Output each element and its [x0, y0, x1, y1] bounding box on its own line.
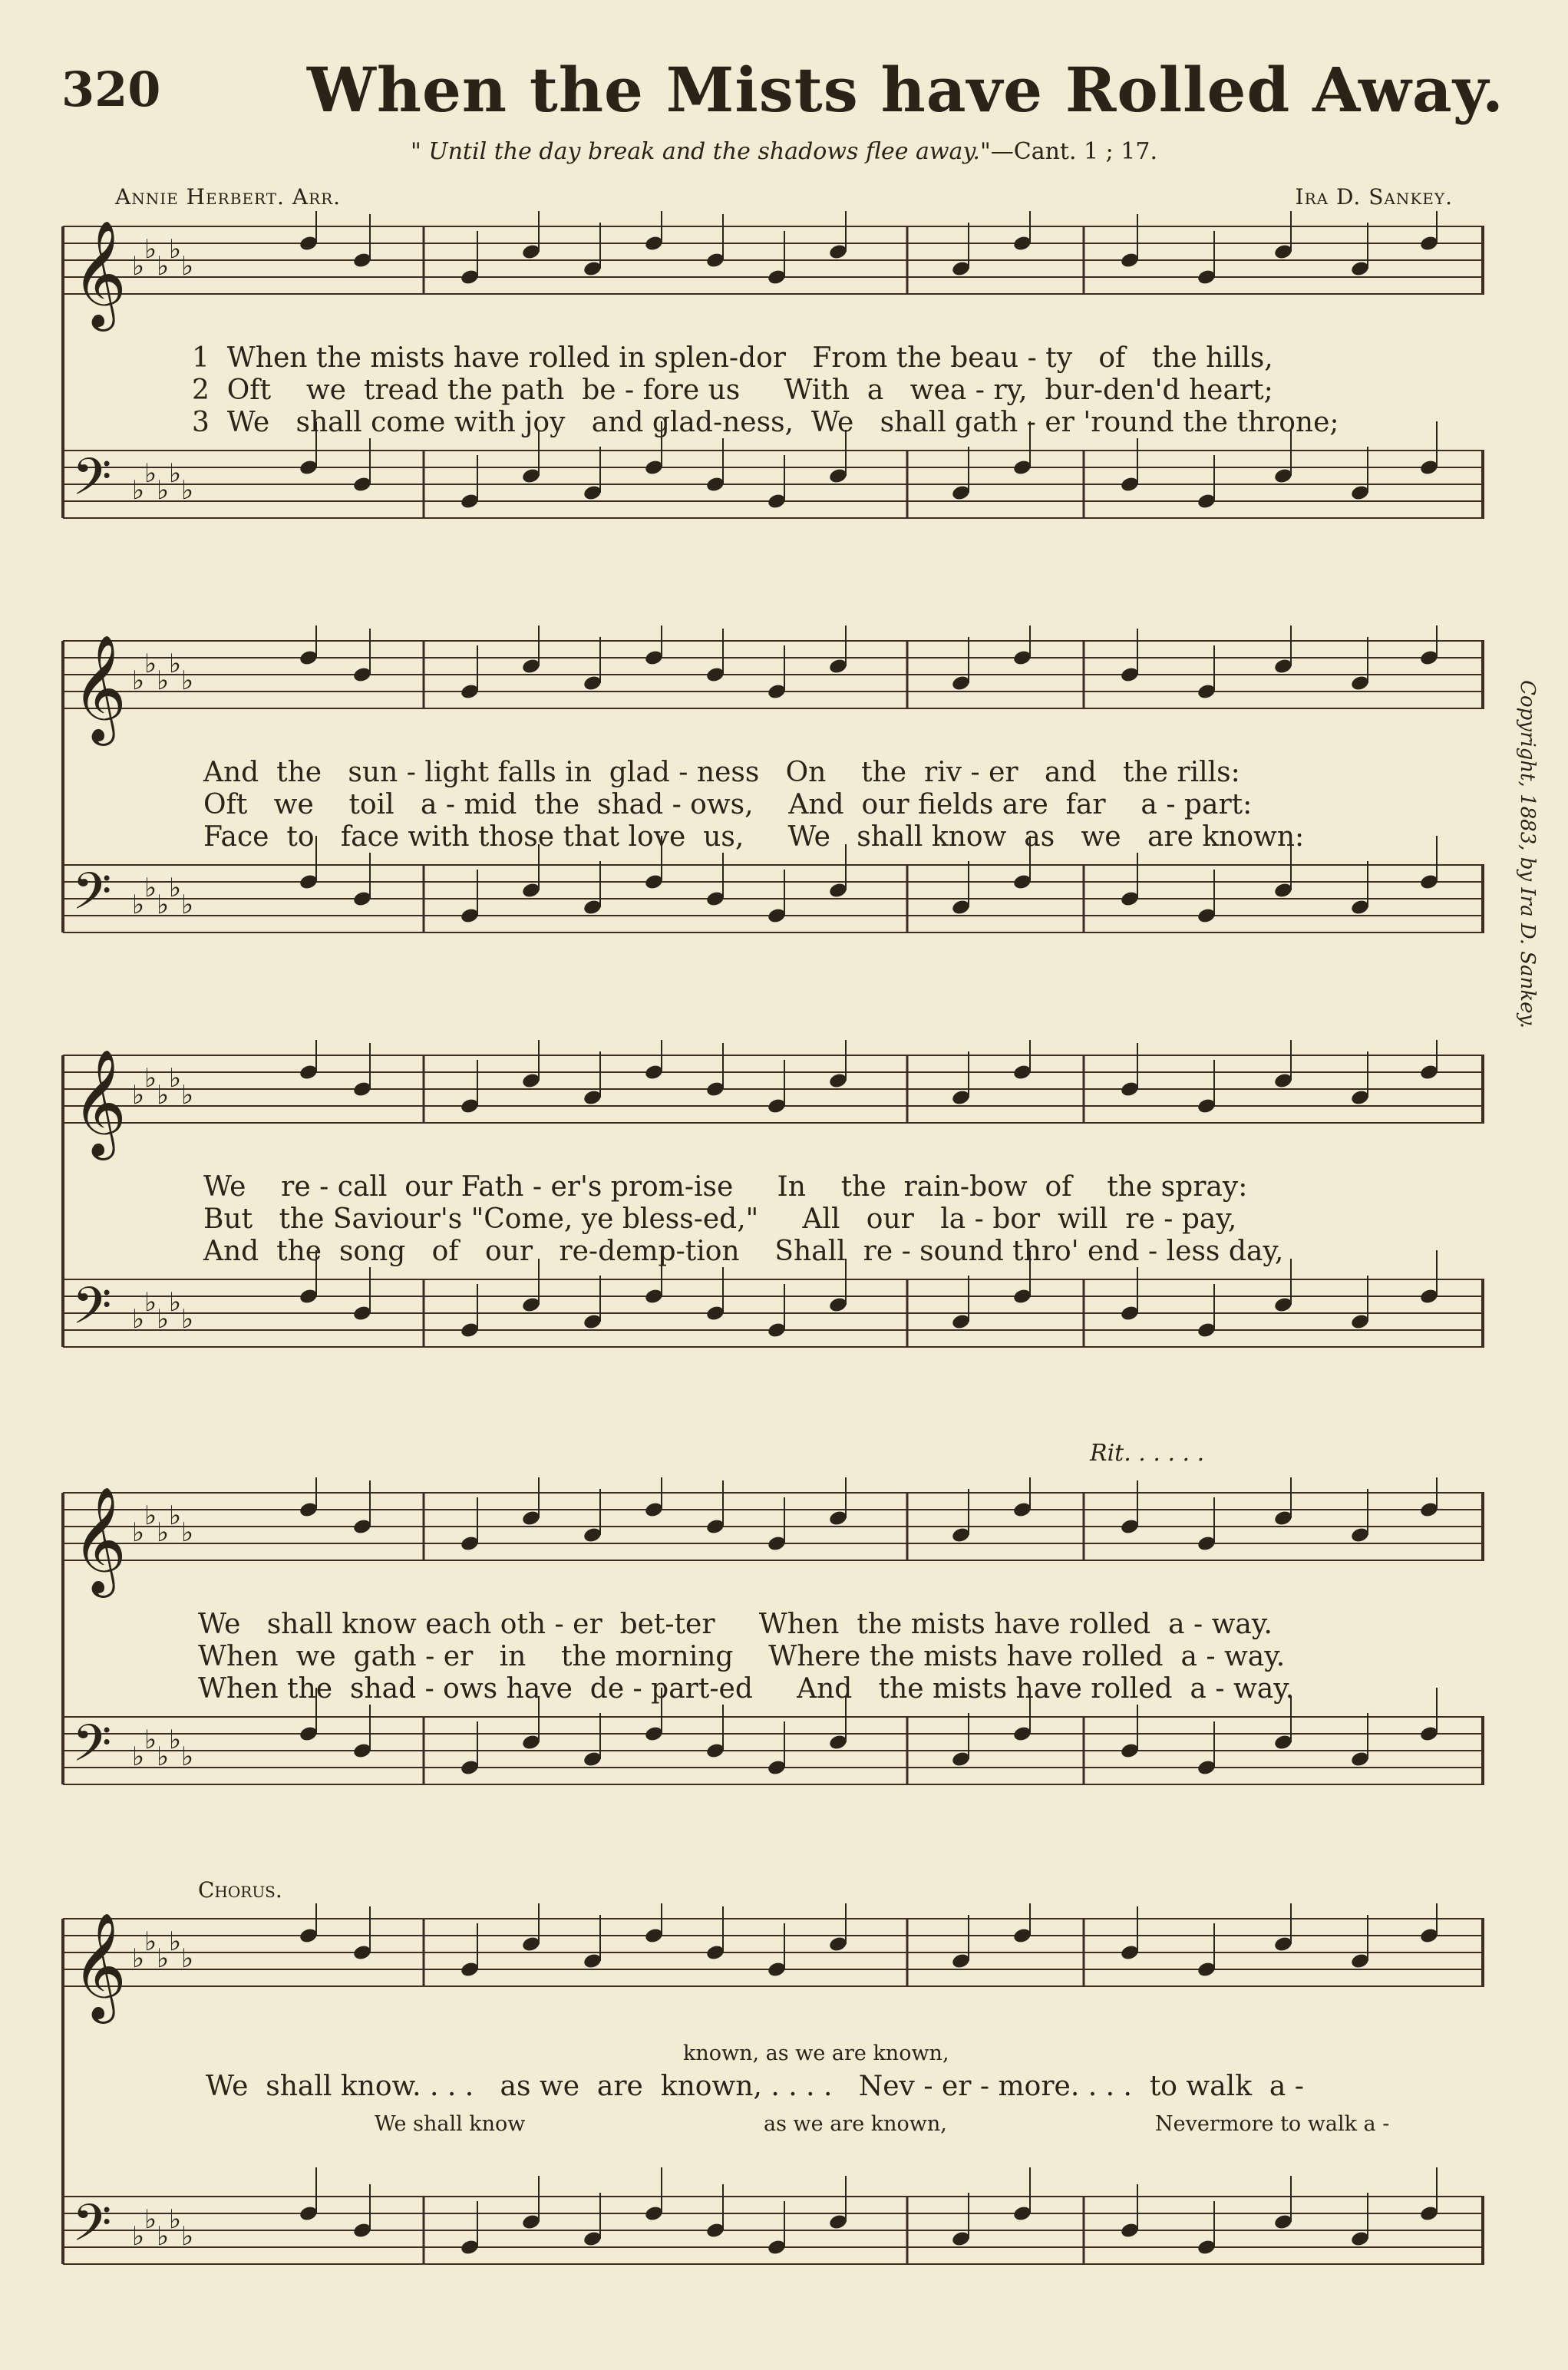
flat-sign-icon: ♭	[181, 1517, 194, 1548]
flat-sign-icon: ♭	[144, 1063, 157, 1094]
bass-clef-icon: 𝄢	[72, 1714, 112, 1785]
system-4-verse-1: We shall know each oth - er bet-ter When the mists have rolled a - way.	[198, 1609, 1273, 1640]
flat-sign-icon: ♭	[157, 1304, 170, 1335]
flat-sign-icon: ♭	[169, 1063, 182, 1094]
chorus-upper-cue: known, as we are known,	[683, 2042, 949, 2065]
flat-sign-icon: ♭	[181, 2221, 194, 2252]
flat-sign-icon: ♭	[157, 1943, 170, 1974]
system-2-verse-1: And the sun - light falls in glad - ness On the riv - er and the rills:	[203, 757, 1240, 788]
flat-sign-icon: ♭	[169, 1926, 182, 1957]
flat-sign-icon: ♭	[181, 1943, 194, 1974]
bass-clef-icon: 𝄢	[72, 447, 112, 519]
flat-sign-icon: ♭	[132, 1080, 145, 1111]
chorus-label: Chorus.	[198, 1877, 282, 1903]
flat-sign-icon: ♭	[181, 890, 194, 920]
system-2-verse-3: Face to face with those that love us, We shall know as we are known:	[203, 821, 1305, 853]
flat-sign-icon: ♭	[157, 1741, 170, 1772]
flat-sign-icon: ♭	[144, 873, 157, 903]
flat-sign-icon: ♭	[169, 234, 182, 265]
flat-sign-icon: ♭	[181, 251, 194, 282]
treble-clef-icon: 𝄞	[72, 1913, 127, 2019]
treble-clef-icon: 𝄞	[72, 1487, 127, 1593]
chorus-lower-cue-1: We shall know	[375, 2112, 526, 2136]
treble-clef-icon: 𝄞	[72, 220, 127, 327]
flat-sign-icon: ♭	[169, 1287, 182, 1318]
flat-sign-icon: ♭	[169, 1725, 182, 1755]
system-1-verse-1: 1 When the mists have rolled in splen-dor From the beau - ty of the hills,	[192, 342, 1273, 374]
bass-clef-icon: 𝄢	[72, 862, 112, 933]
chorus-main-lyric: We shall know. . . . as we are known, . . . . Nev - er - more. . . . to walk a -	[206, 2071, 1304, 2102]
epigraph	[0, 138, 1568, 165]
flat-sign-icon: ♭	[169, 873, 182, 903]
flat-sign-icon: ♭	[181, 1304, 194, 1335]
flat-sign-icon: ♭	[132, 1304, 145, 1335]
flat-sign-icon: ♭	[144, 649, 157, 679]
hymn-title: When the Mists have Rolled Away.	[307, 54, 1504, 126]
flat-sign-icon: ♭	[144, 1926, 157, 1957]
treble-clef-icon: 𝄞	[72, 635, 127, 741]
system-3-verse-3: And the song of our re-demp-tion Shall re - sound thro' end - less day,	[203, 1236, 1284, 1267]
flat-sign-icon: ♭	[157, 665, 170, 696]
composer-credit: Ira D. Sankey.	[1295, 184, 1453, 210]
treble-clef-icon: 𝄞	[72, 1049, 127, 1156]
flat-sign-icon: ♭	[144, 1287, 157, 1318]
flat-sign-icon: ♭	[144, 1500, 157, 1531]
system-3-verse-2: But the Saviour's "Come, ye bless-ed," All our la - bor will re - pay,	[203, 1203, 1237, 1235]
system-4-verse-3: When the shad - ows have de - part-ed And the mists have rolled a - way.	[198, 1673, 1295, 1705]
flat-sign-icon: ♭	[157, 2221, 170, 2252]
flat-sign-icon: ♭	[169, 1500, 182, 1531]
flat-sign-icon: ♭	[157, 1517, 170, 1548]
flat-sign-icon: ♭	[157, 890, 170, 920]
flat-sign-icon: ♭	[157, 1080, 170, 1111]
bass-clef-icon: 𝄢	[72, 1276, 112, 1348]
chorus-lower-cue-3: Nevermore to walk a -	[1155, 2112, 1390, 2136]
flat-sign-icon: ♭	[181, 1741, 194, 1772]
copyright-notice: Copyright, 1883, by Ira D. Sankey.	[1516, 680, 1539, 1028]
flat-sign-icon: ♭	[132, 665, 145, 696]
flat-sign-icon: ♭	[169, 458, 182, 489]
flat-sign-icon: ♭	[144, 458, 157, 489]
flat-sign-icon: ♭	[132, 2221, 145, 2252]
system-1-verse-2: 2 Oft we tread the path be - fore us With a wea - ry, bur-den'd heart;	[192, 375, 1273, 406]
flat-sign-icon: ♭	[144, 2204, 157, 2235]
lyricist-credit: Annie Herbert. Arr.	[115, 184, 342, 210]
flat-sign-icon: ♭	[157, 251, 170, 282]
flat-sign-icon: ♭	[181, 475, 194, 506]
flat-sign-icon: ♭	[132, 475, 145, 506]
flat-sign-icon: ♭	[144, 1725, 157, 1755]
flat-sign-icon: ♭	[132, 251, 145, 282]
bass-clef-icon: 𝄢	[72, 2193, 112, 2265]
epigraph-text: " Until the day break and the shadows flee away."	[410, 138, 991, 165]
system-3-verse-1: We re - call our Fath - er's prom-ise In the rain-bow of the spray:	[203, 1171, 1248, 1203]
epigraph-reference: —Cant. 1 ; 17.	[990, 138, 1158, 165]
system-4-verse-2: When we gath - er in the morning Where the mists have rolled a - way.	[198, 1641, 1286, 1672]
flat-sign-icon: ♭	[132, 1741, 145, 1772]
flat-sign-icon: ♭	[169, 2204, 182, 2235]
page-number: 320	[61, 61, 161, 117]
system-2-verse-2: Oft we toil a - mid the shad - ows, And our fields are far a - part:	[203, 789, 1253, 820]
flat-sign-icon: ♭	[181, 1080, 194, 1111]
system-1-verse-3: 3 We shall come with joy and glad-ness, We shall gath - er 'round the throne;	[192, 407, 1339, 438]
flat-sign-icon: ♭	[132, 890, 145, 920]
flat-sign-icon: ♭	[169, 649, 182, 679]
flat-sign-icon: ♭	[181, 665, 194, 696]
chorus-lower-cue-2: as we are known,	[764, 2112, 947, 2136]
ritardando-marking: Rit. . . . . .	[1090, 1440, 1205, 1467]
flat-sign-icon: ♭	[132, 1943, 145, 1974]
flat-sign-icon: ♭	[144, 234, 157, 265]
flat-sign-icon: ♭	[157, 475, 170, 506]
flat-sign-icon: ♭	[132, 1517, 145, 1548]
